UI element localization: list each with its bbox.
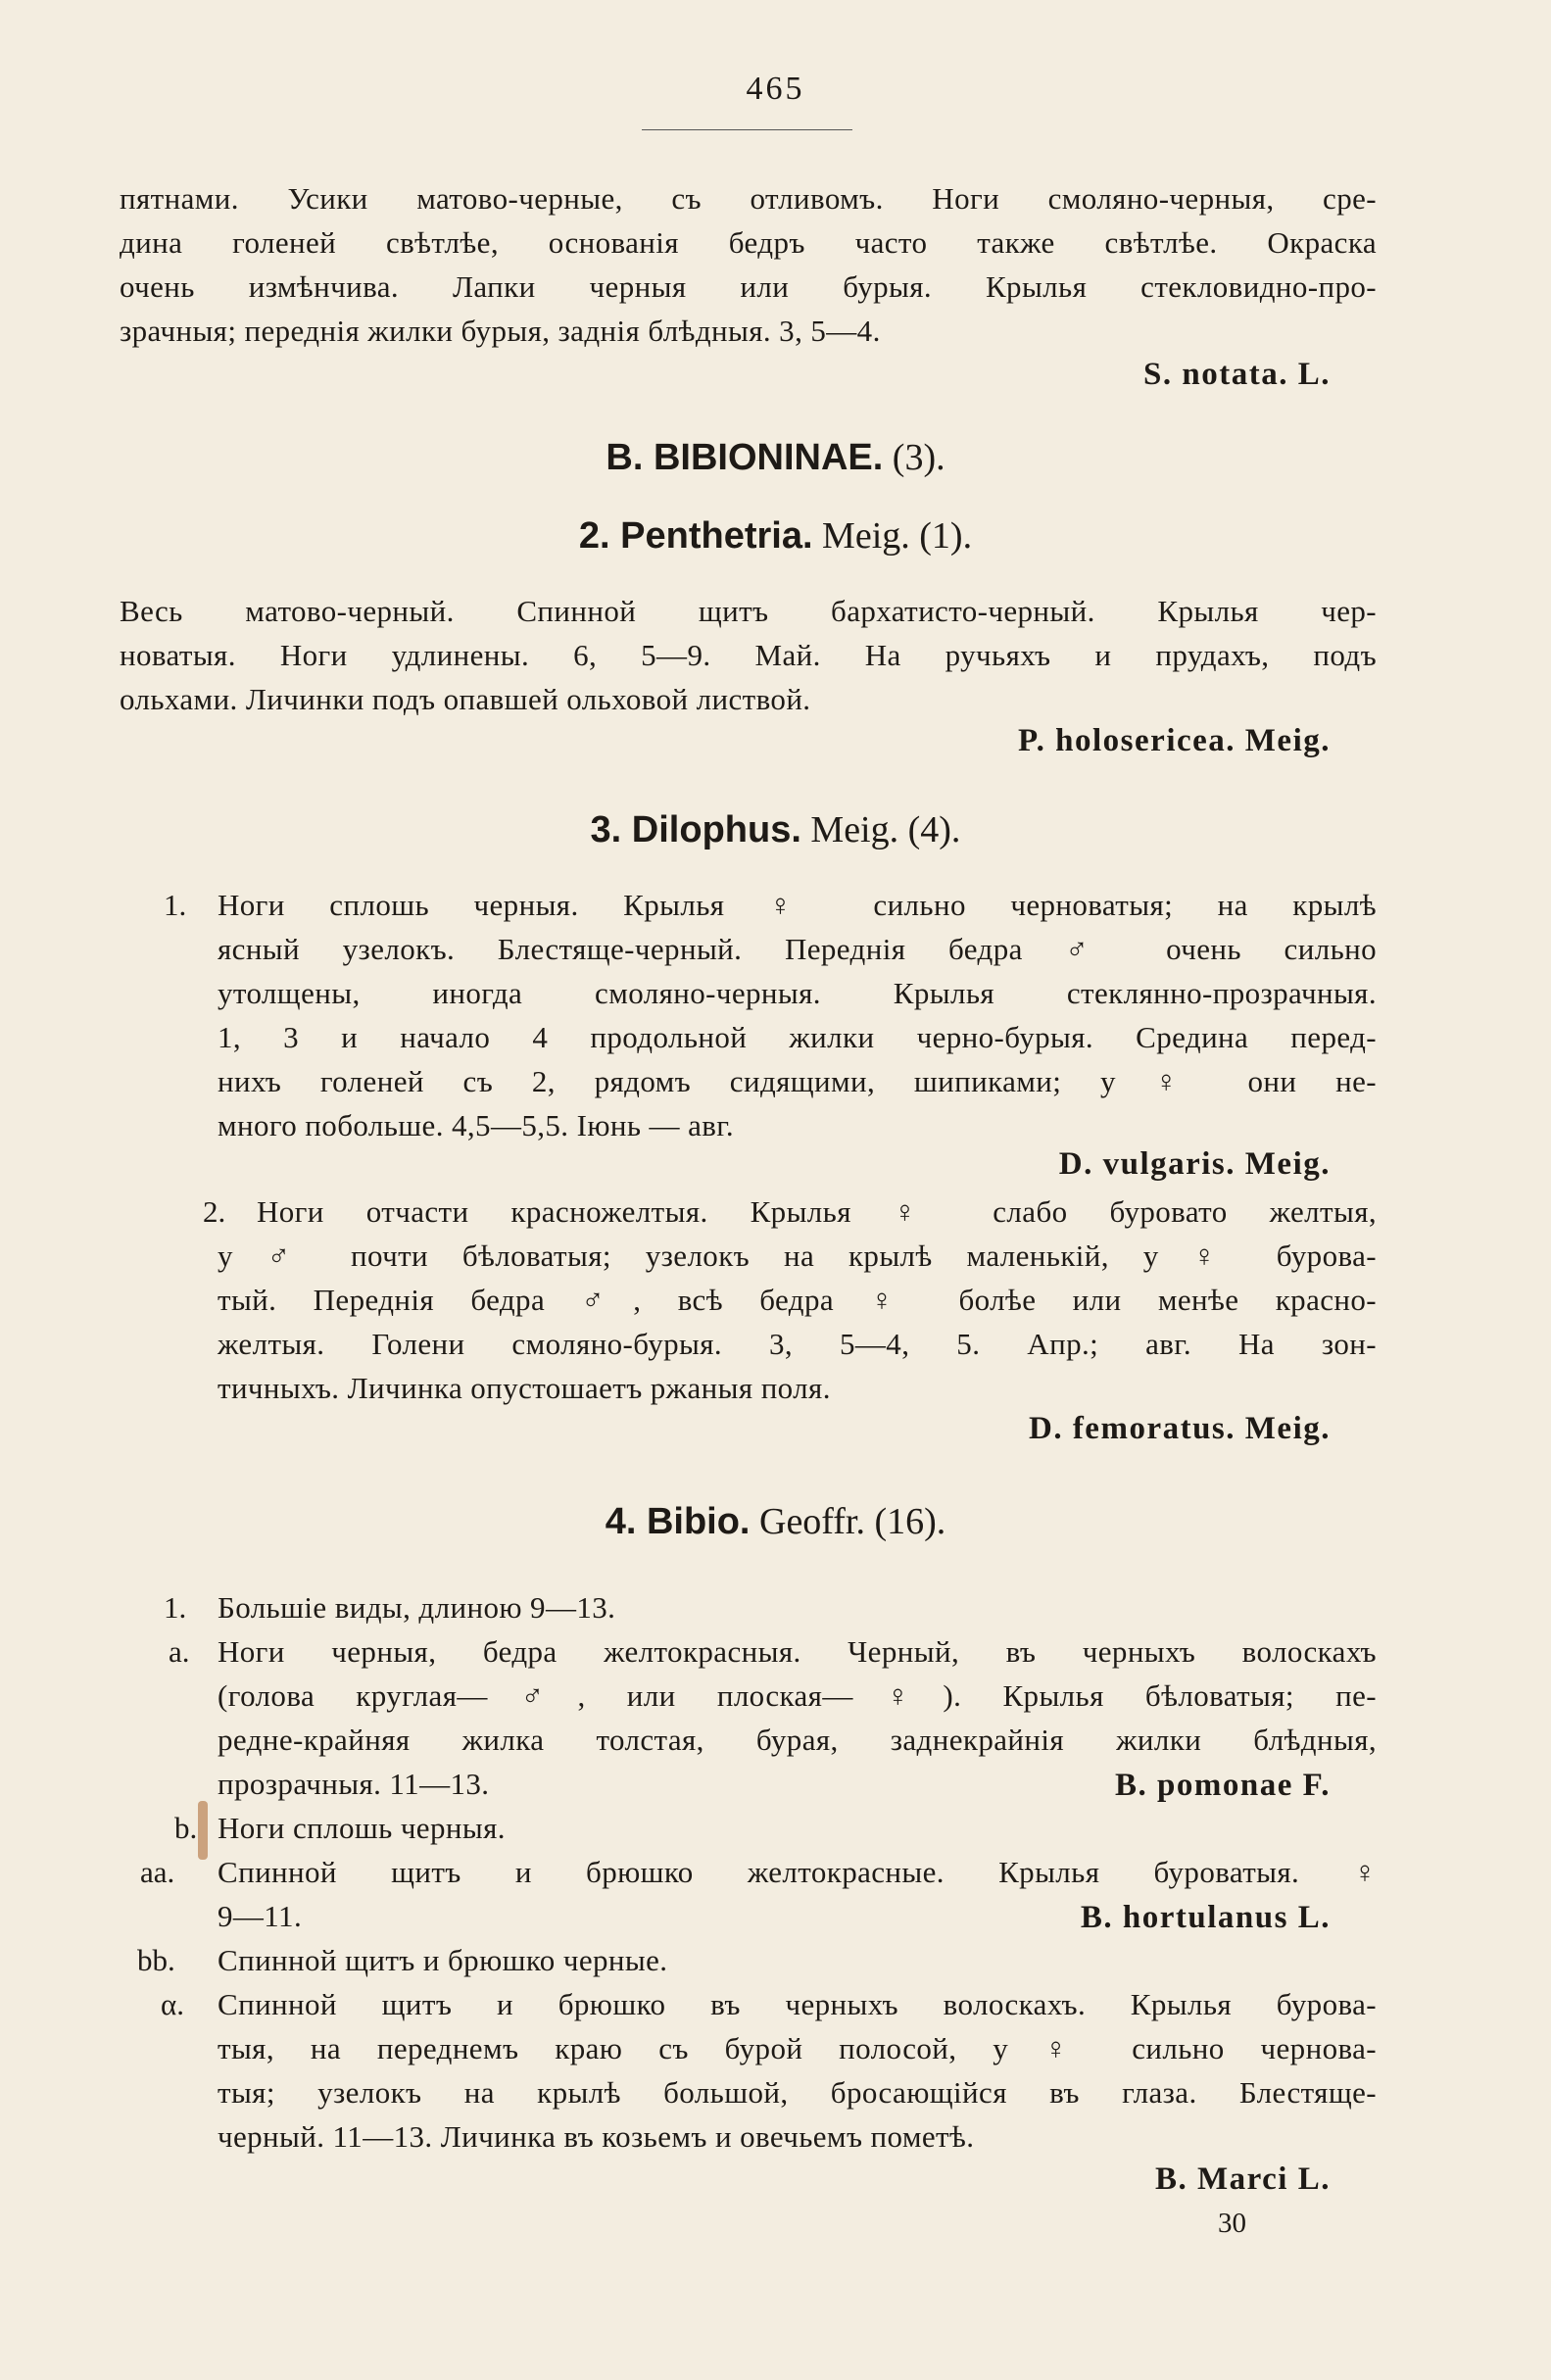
key-label: α.: [161, 1987, 184, 2021]
genus-author: Geoffr. (16).: [750, 1501, 946, 1542]
genus-author: Meig. (1).: [812, 515, 973, 557]
genus-heading: [0, 1497, 1551, 1546]
text-line: Весь матово-черный. Спинной щитъ бархатисто-черный. Крылья чер-: [120, 594, 1377, 628]
species-name: B. pomonae F.: [1115, 1768, 1331, 1803]
key-label: aa.: [140, 1855, 175, 1889]
text-line: 9—11.: [218, 1899, 303, 1933]
text-line: нихъ голеней съ 2, рядомъ сидящими, шипиками; у ♀ они не-: [218, 1064, 1377, 1098]
header-rule: [642, 129, 852, 130]
page-number: 465: [746, 71, 805, 107]
genus-name: 2. Penthetria.: [578, 515, 813, 557]
text-line: новатыя. Ноги удлинены. 6, 5—9. Май. На ручьяхъ и прудахъ, подъ: [120, 638, 1377, 672]
key-label: 1.: [164, 888, 187, 922]
text-line: Ноги отчасти красножелтыя. Крылья ♀ слабо буровато желтыя,: [257, 1194, 1377, 1229]
text-line: Спинной щитъ и брюшко желтокрасные. Крылья буроватыя. ♀: [218, 1855, 1377, 1889]
species-name: D. vulgaris. Meig.: [1058, 1146, 1331, 1182]
species-name: P. holosericea. Meig.: [1018, 723, 1331, 758]
key-label: bb.: [137, 1943, 175, 1977]
genus-heading: [0, 805, 1551, 854]
species-name: D. femoratus. Meig.: [1028, 1411, 1331, 1446]
species-name: S. notata. L.: [1143, 357, 1331, 392]
key-label: a.: [169, 1634, 190, 1669]
species-name: B. Marci L.: [1154, 2161, 1331, 2197]
subfamily-heading: [0, 433, 1551, 482]
subfamily-name: B. BIBIONINAE.: [606, 437, 884, 478]
text-line: Большіе виды, длиною 9—13.: [218, 1590, 616, 1625]
text-line: очень измѣнчива. Лапки черныя или бурыя. Крылья стекловидно-про-: [120, 269, 1377, 304]
text-line: дина голеней свѣтлѣе, основанія бедръ часто также свѣтлѣе. Окраска: [120, 225, 1377, 260]
text-line: ольхами. Личинки подъ опавшей ольховой листвой.: [120, 682, 811, 716]
text-line: много побольше. 4,5—5,5. Іюнь — авг.: [218, 1108, 735, 1142]
text-line: редне-крайняя жилка толстая, бурая, заднекрайнія жилки блѣдныя,: [218, 1723, 1377, 1757]
text-line: прозрачныя. 11—13.: [218, 1767, 490, 1801]
paper-stain: [198, 1801, 208, 1860]
text-line: желтыя. Голени смоляно-бурыя. 3, 5—4, 5. Апр.; авг. На зон-: [218, 1327, 1377, 1361]
text-line: (голова круглая—♂, или плоская—♀). Крылья бѣловатыя; пе-: [218, 1678, 1377, 1713]
text-line: зрачныя; переднія жилки бурыя, заднія блѣдныя. 3, 5—4.: [120, 314, 881, 348]
text-line: тыя, на переднемъ краю съ бурой полосой, у ♀ сильно чернова-: [218, 2031, 1377, 2065]
text-line: у ♂ почти бѣловатыя; узелокъ на крылѣ маленькій, у ♀ бурова-: [218, 1239, 1377, 1273]
text-line: 1, 3 и начало 4 продольной жилки черно-бурыя. Средина перед-: [218, 1020, 1377, 1054]
text-line: пятнами. Усики матово-черные, съ отливомъ. Ноги смоляно-черныя, сре-: [120, 181, 1377, 216]
text-line: тый. Переднія бедра ♂, всѣ бедра ♀ болѣе или менѣе красно-: [218, 1283, 1377, 1317]
text-line: тичныхъ. Личинка опустошаетъ ржаныя поля.: [218, 1371, 831, 1405]
genus-heading: [0, 511, 1551, 560]
text-line: Ноги сплошь черныя.: [218, 1811, 506, 1845]
genus-name: 4. Bibio.: [605, 1501, 751, 1542]
signature-mark: 30: [1218, 2208, 1246, 2239]
text-line: ясный узелокъ. Блестяще-черный. Переднія бедра ♂ очень сильно: [218, 932, 1377, 966]
text-line: тыя; узелокъ на крылѣ большой, бросающійся въ глаза. Блестяще-: [218, 2075, 1377, 2110]
text-line: Ноги черныя, бедра желтокрасныя. Черный, въ черныхъ волоскахъ: [218, 1634, 1377, 1669]
text-line: утолщены, иногда смоляно-черныя. Крылья стеклянно-прозрачныя.: [218, 976, 1377, 1010]
text-line: Спинной щитъ и брюшко въ черныхъ волоскахъ. Крылья бурова-: [218, 1987, 1377, 2021]
genus-author: Meig. (4).: [800, 809, 961, 850]
genus-name: 3. Dilophus.: [590, 809, 801, 850]
text-line: Спинной щитъ и брюшко черные.: [218, 1943, 668, 1977]
text-line: черный. 11—13. Личинка въ козьемъ и овечьемъ пометѣ.: [218, 2119, 975, 2154]
text-line: Ноги сплошь черныя. Крылья ♀ сильно черноватыя; на крылѣ: [218, 888, 1377, 922]
key-label: 2.: [203, 1194, 226, 1229]
key-label: 1.: [164, 1590, 187, 1625]
key-label: b.: [174, 1811, 198, 1845]
subfamily-count: (3).: [883, 437, 945, 478]
species-name: B. hortulanus L.: [1080, 1900, 1331, 1935]
